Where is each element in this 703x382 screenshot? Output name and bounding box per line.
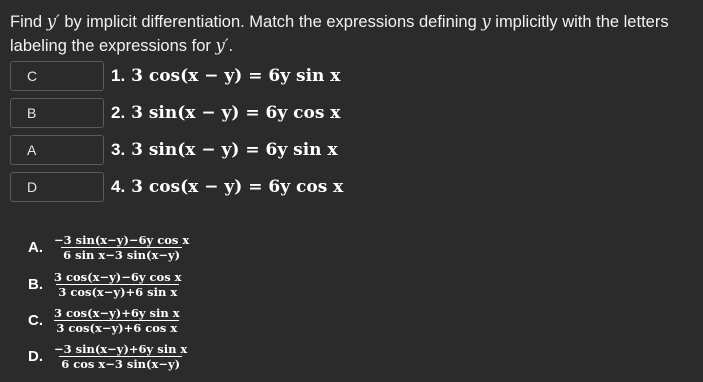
match-select-value-2: B xyxy=(27,105,37,121)
choice-numerator-d: −3 sin(x−y)+6y sin x xyxy=(54,341,188,356)
choice-numerator-a: −3 sin(x−y)−6y cos x xyxy=(54,232,190,247)
choice-d xyxy=(28,339,189,373)
question-part-1: Find xyxy=(10,13,47,31)
choice-b xyxy=(28,267,184,301)
choice-c xyxy=(28,303,182,337)
match-select-value-1: C xyxy=(27,68,38,84)
choice-letter-d: D. xyxy=(28,347,43,365)
match-number-4: 4. xyxy=(111,177,126,196)
choice-letter-b: B. xyxy=(28,275,43,293)
match-expression-text-2: 3 sin(x − y) = 6y cos x xyxy=(131,103,341,123)
match-select-value-4: D xyxy=(27,179,38,195)
match-expression-4 xyxy=(111,177,343,197)
question-part-2: by implicit differentiation. Match the expressions defining xyxy=(59,13,482,31)
match-number-1: 1. xyxy=(111,66,126,85)
match-select-value-3: A xyxy=(27,142,37,158)
match-select-4[interactable] xyxy=(10,172,104,202)
y-symbol: y xyxy=(481,12,491,31)
choice-fraction-a xyxy=(52,233,191,262)
choice-denominator-d: 6 cos x−3 sin(x−y) xyxy=(61,356,181,371)
match-expression-3 xyxy=(111,140,338,160)
match-select-3[interactable] xyxy=(10,135,104,165)
match-expression-text-3: 3 sin(x − y) = 6y sin x xyxy=(131,140,338,160)
choice-fraction-b xyxy=(52,270,184,299)
question-text xyxy=(10,10,690,58)
choice-fraction-c xyxy=(52,306,182,335)
match-expression-2 xyxy=(111,103,340,123)
choice-a xyxy=(28,230,191,264)
match-number-2: 2. xyxy=(111,103,126,122)
choice-denominator-c: 3 cos(x−y)+6 cos x xyxy=(56,320,178,335)
y-prime-symbol-2: y′ xyxy=(215,36,229,55)
y-prime-symbol: y′ xyxy=(46,12,60,31)
match-expression-text-4: 3 cos(x − y) = 6y cos x xyxy=(131,177,344,197)
choice-numerator-b: 3 cos(x−y)−6y cos x xyxy=(54,269,182,284)
match-select-2[interactable] xyxy=(10,98,104,128)
choice-numerator-c: 3 cos(x−y)+6y sin x xyxy=(54,305,180,320)
choice-denominator-a: 6 sin x−3 sin(x−y) xyxy=(63,247,181,262)
match-number-3: 3. xyxy=(111,140,126,159)
match-expression-1 xyxy=(111,66,340,86)
question-part-4: . xyxy=(228,37,234,55)
choice-letter-c: C. xyxy=(28,311,43,329)
match-expression-text-1: 3 cos(x − y) = 6y sin x xyxy=(131,66,341,86)
choice-denominator-b: 3 cos(x−y)+6 sin x xyxy=(58,284,178,299)
choice-fraction-d xyxy=(52,342,189,371)
choice-letter-a: A. xyxy=(28,238,43,256)
match-select-1[interactable] xyxy=(10,61,104,91)
question-part-3: implicitly with the letters labeling the expressions for xyxy=(10,13,669,55)
